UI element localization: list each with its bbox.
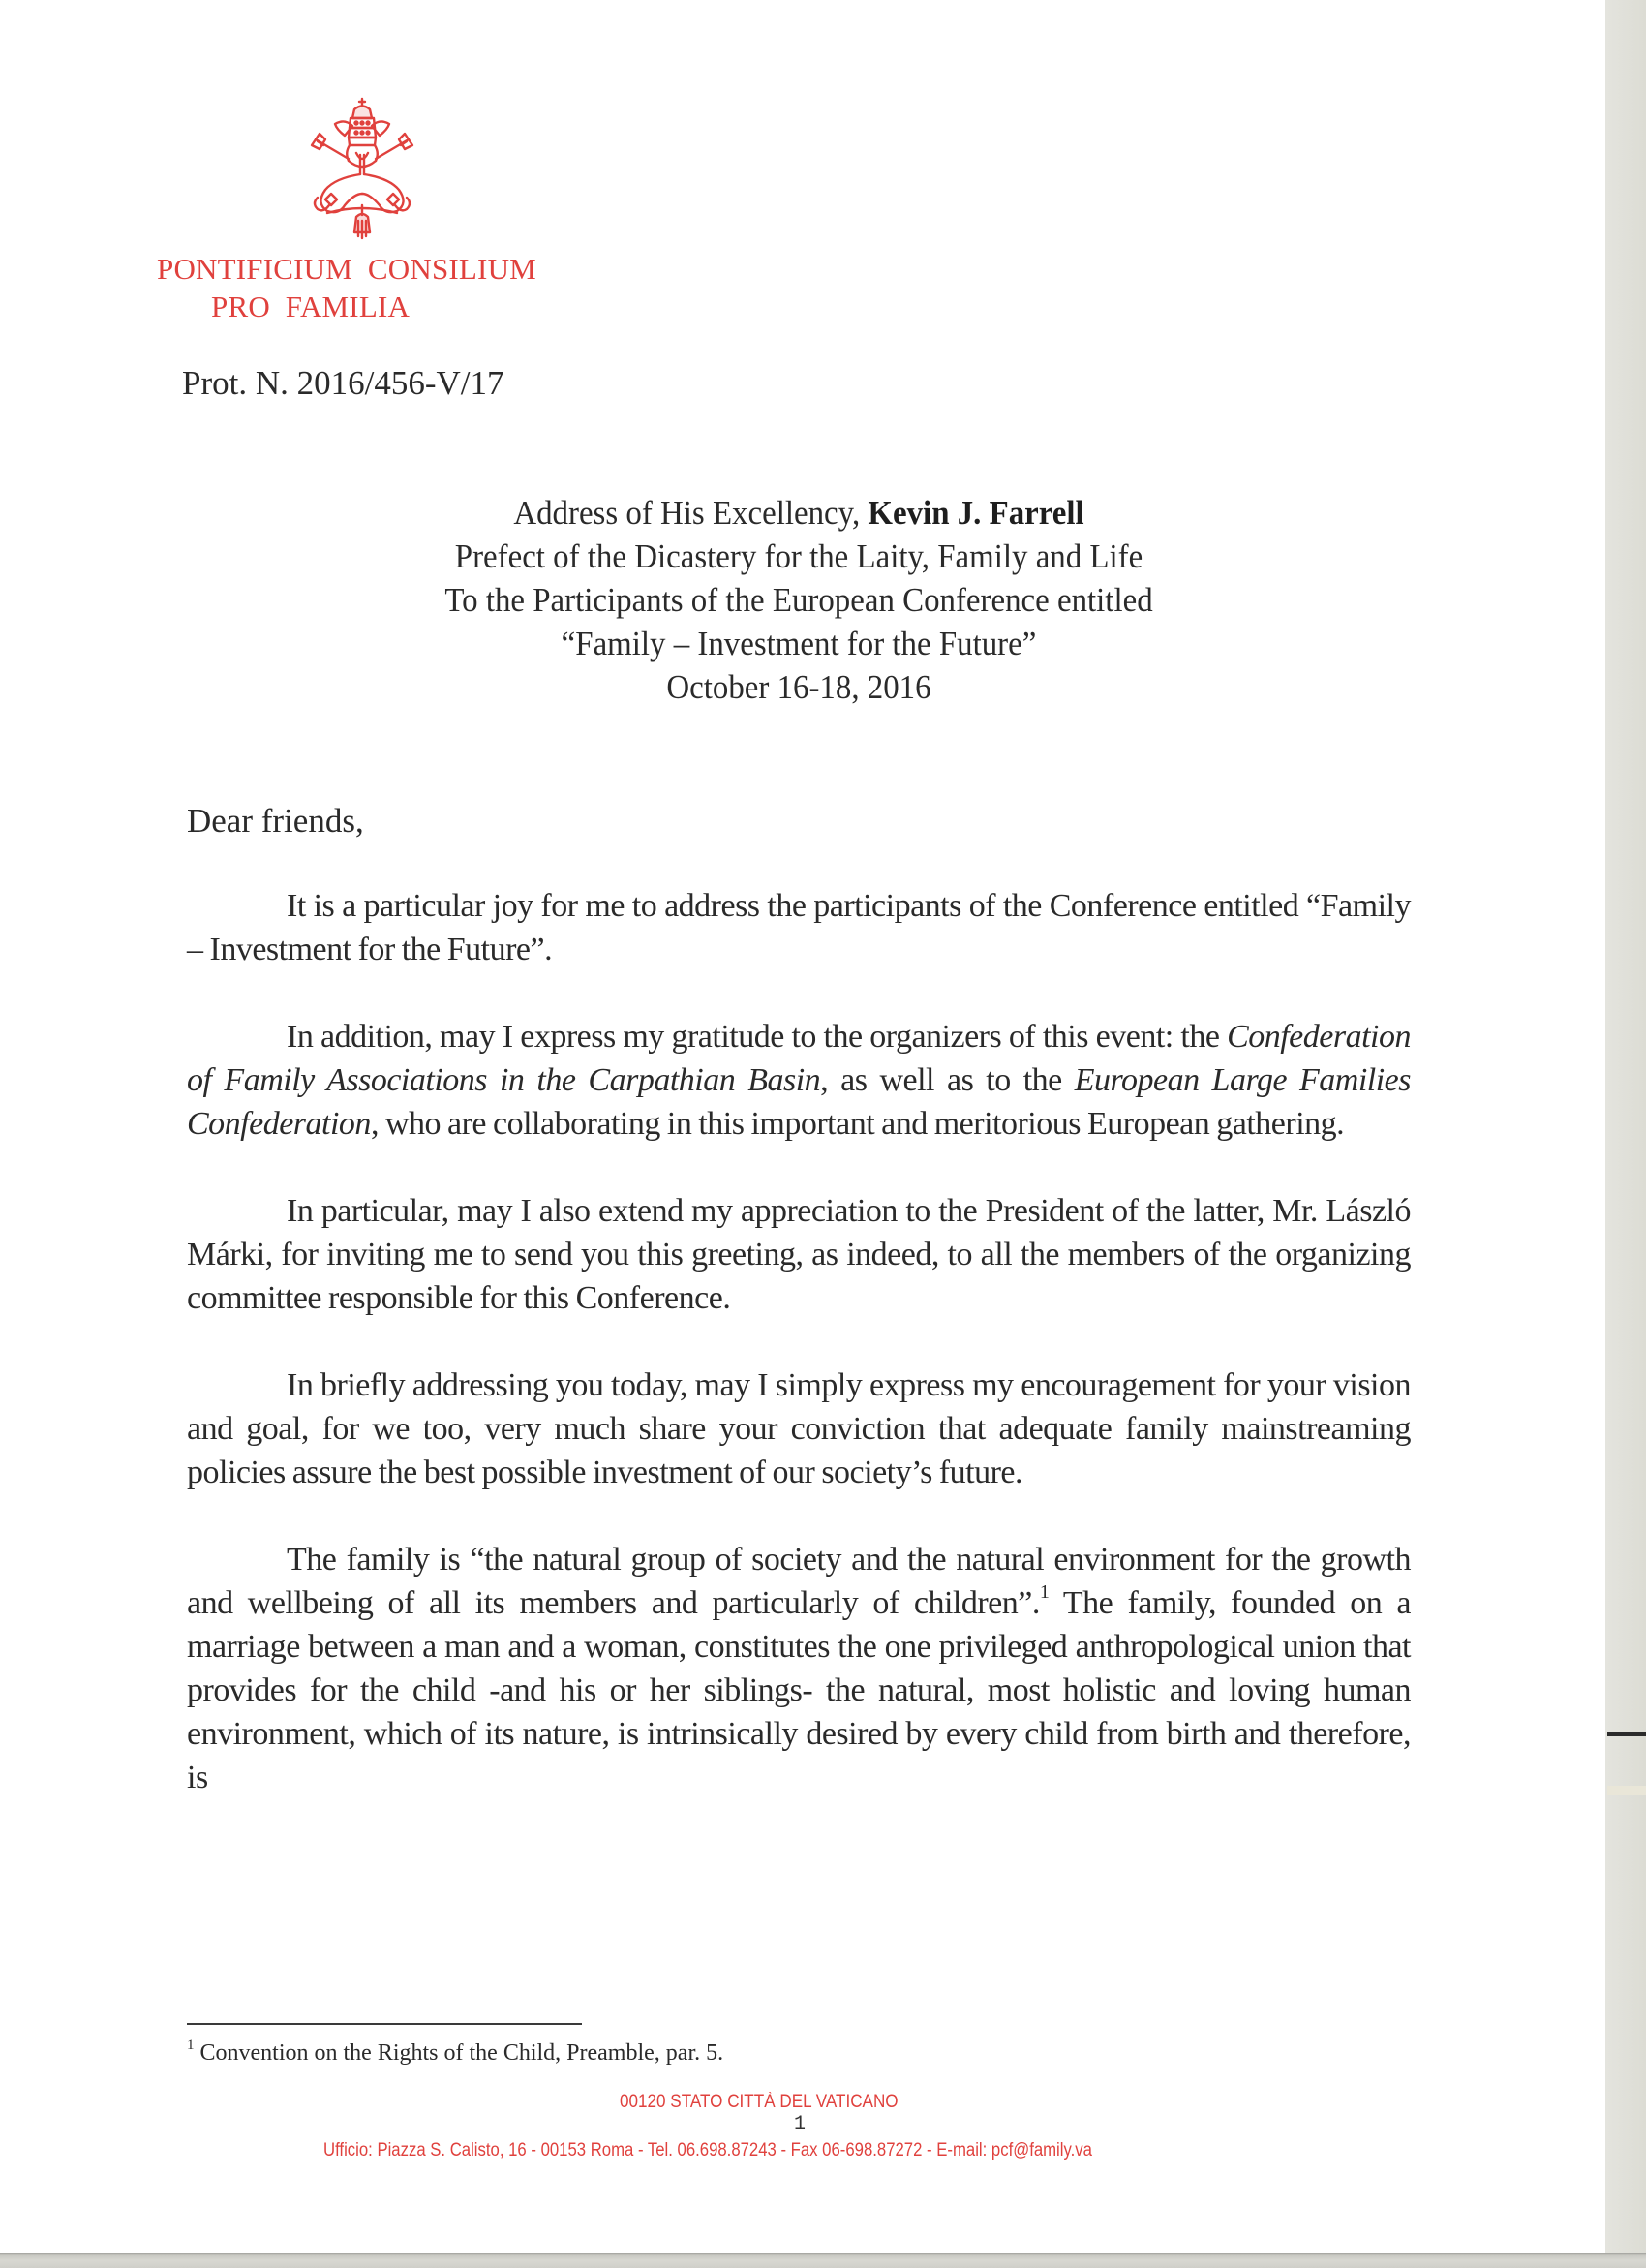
protocol-number: Prot. N. 2016/456-V/17 bbox=[182, 364, 504, 402]
footnote-separator bbox=[187, 2023, 582, 2025]
p2-text-a: In addition, may I express my gratitude to the organizers of this event: the bbox=[287, 1019, 1228, 1055]
scan-mark-light bbox=[1607, 1786, 1646, 1795]
footer-address-line-1: 00120 STATO CITTÀ DEL VATICANO bbox=[620, 2092, 899, 2112]
letterhead-line-2: PRO FAMILIA bbox=[211, 290, 411, 323]
scan-margin-bottom bbox=[0, 2253, 1646, 2268]
scan-margin-right bbox=[1605, 0, 1646, 2268]
paragraph-2-text bbox=[187, 1015, 1411, 1146]
paragraph-1-text: It is a particular joy for me to address the participants of the Conference entitled “Family – Investment for the Future”. bbox=[187, 888, 1411, 967]
heading-line-1 bbox=[321, 491, 1277, 535]
paragraph-3 bbox=[187, 1189, 1411, 1320]
p2-text-b: , as well as to the bbox=[820, 1062, 1075, 1098]
scan-mark-dark bbox=[1607, 1732, 1646, 1736]
address-heading bbox=[290, 491, 1307, 709]
paragraph-3-text: In particular, may I also extend my appreciation to the President of the latter, Mr. László Márki, for inviting me to send you this greeting, as indeed, to all the members of the organizing committee responsible for this Conference. bbox=[187, 1193, 1411, 1316]
papal-emblem-icon bbox=[306, 97, 418, 240]
speaker-name: Kevin J. Farrell bbox=[868, 494, 1084, 532]
paragraph-1 bbox=[187, 884, 1411, 971]
footnote-reference[interactable]: 1 bbox=[1039, 1580, 1050, 1603]
heading-line-2: Prefect of the Dicastery for the Laity, Family and Life bbox=[454, 537, 1143, 575]
footnote-text: Convention on the Rights of the Child, Preamble, par. 5. bbox=[199, 2040, 724, 2066]
paragraph-5 bbox=[187, 1538, 1411, 1799]
heading-prefix: Address of His Excellency, bbox=[513, 494, 869, 532]
organization-name-2: European Large Families Confederation bbox=[187, 1062, 1411, 1142]
heading-line-3: To the Participants of the European Conference entitled bbox=[444, 581, 1153, 619]
heading-line-5: October 16-18, 2016 bbox=[666, 668, 931, 706]
p5-text-a: The family is “the natural group of society and the natural environment for the growth and wellbeing of all its members and particularly of children”. bbox=[187, 1542, 1411, 1621]
footnote-area bbox=[187, 2023, 1411, 2067]
paragraph-2 bbox=[187, 1015, 1411, 1146]
p2-text-c: , who are collaborating in this important and meritorious European gathering. bbox=[370, 1106, 1345, 1142]
letter-body bbox=[187, 799, 1411, 1843]
paragraph-5-text bbox=[187, 1538, 1411, 1799]
p5-text-b: The family, founded on a marriage between a man and a woman, constitutes the one privileged anthropological union that provides for the child -and his or her siblings- the natural, most holistic and loving human environment, which of its nature, is intrinsically desired by every child from birth and therefore, is bbox=[187, 1585, 1412, 1795]
footer-address-line-2: Ufficio: Piazza S. Calisto, 16 - 00153 Roma - Tel. 06.698.87243 - Fax 06-698.87272 - E-mail: pcf@family.va bbox=[323, 2140, 1092, 2161]
salutation: Dear friends, bbox=[187, 802, 364, 840]
page-number: 1 bbox=[794, 2113, 807, 2135]
paragraph-4-text: In briefly addressing you today, may I simply express my encouragement for your vision and goal, for we too, very much share your conviction that adequate family mainstreaming policies assure the best possible investment of our society’s future. bbox=[187, 1367, 1411, 1490]
letterhead-line-1: PONTIFICIUM CONSILIUM bbox=[157, 252, 536, 286]
footnote bbox=[187, 2039, 1411, 2067]
footnote-number: 1 bbox=[187, 2038, 195, 2053]
heading-line-4: “Family – Investment for the Future” bbox=[561, 625, 1037, 662]
organization-name-1: Confederation of Family Associations in the Carpathian Basin bbox=[187, 1019, 1411, 1098]
paragraph-4 bbox=[187, 1364, 1411, 1494]
